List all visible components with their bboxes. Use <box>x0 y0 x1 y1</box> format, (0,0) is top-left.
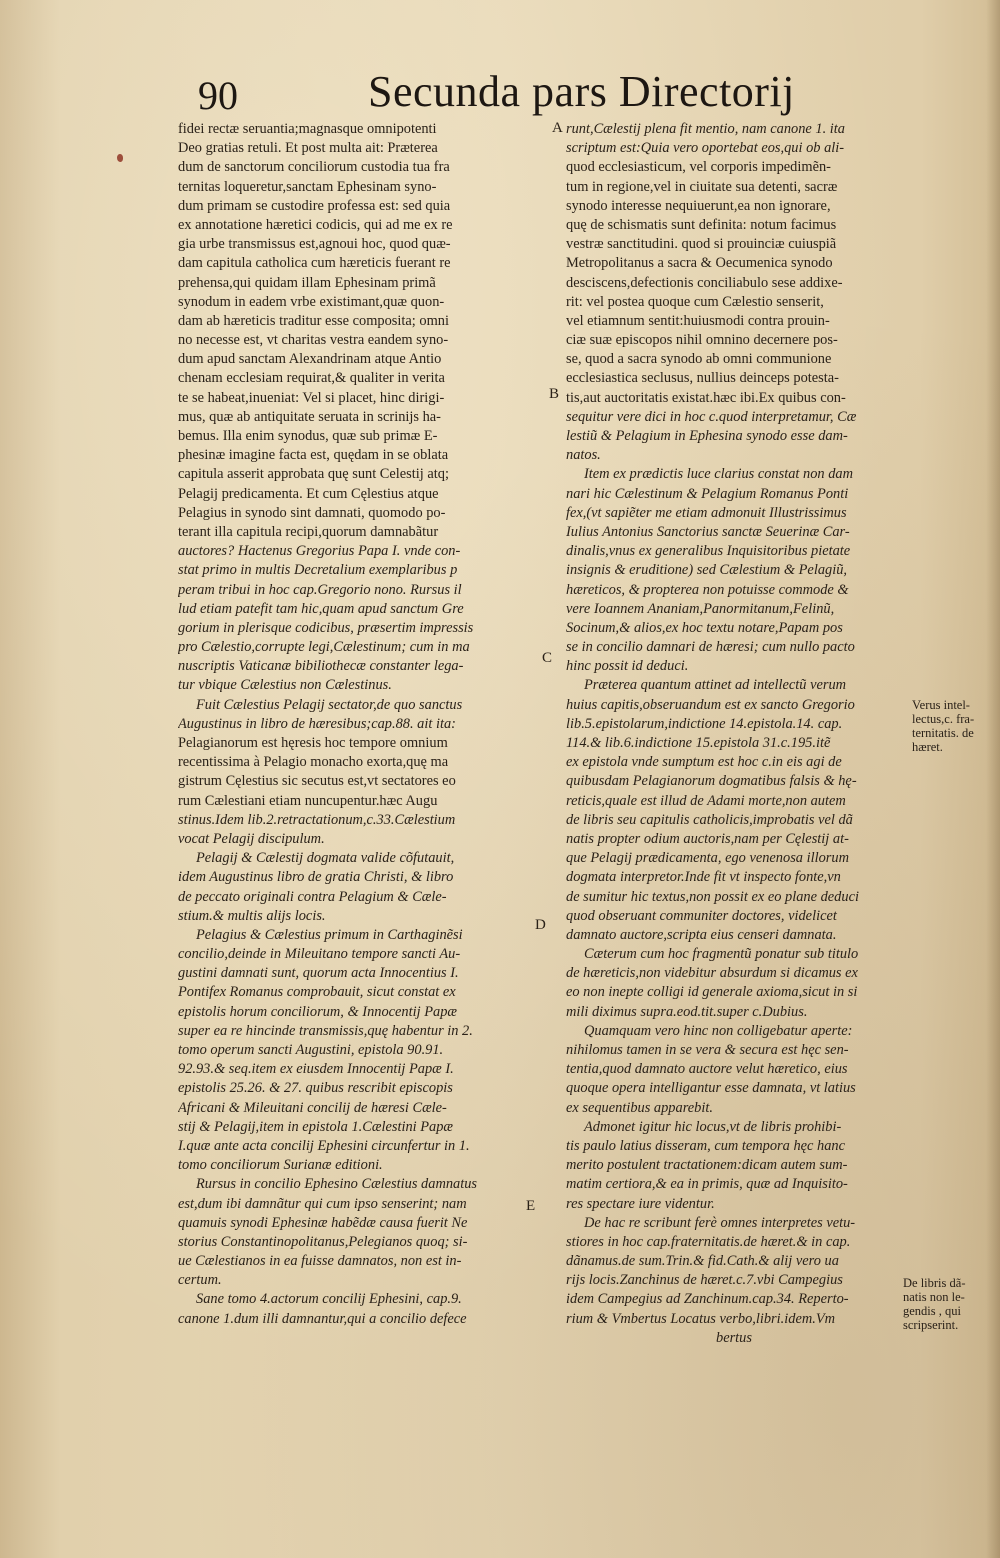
text-line: capitula asserit approbata quę sunt Celestij atq; <box>178 466 449 483</box>
text-line: Africani & Mileuitani concilij de hæresi Cæle- <box>178 1099 447 1116</box>
text-line: Fuit Cælestius Pelagij sectator,de quo sanctus <box>196 696 463 713</box>
text-line: nuscriptis Vaticanæ bibiliothecæ constanter lega- <box>178 658 464 675</box>
text-line: pro Cælestio,corrupte legi,Cælestinum; cum in ma <box>178 639 470 656</box>
marginal-note-verus-intellectus <box>912 698 974 754</box>
section-marker-e: E <box>526 1198 536 1214</box>
text-line: I.quæ ante acta concilij Ephesini circunfertur in 1. <box>178 1137 470 1154</box>
marginal-note-line: De libris dã- <box>903 1276 966 1290</box>
text-line: ternitas loqueretur,sanctam Ephesinam syno- <box>178 178 437 195</box>
text-line: sequitur vere dici in hoc c.quod interpretamur, Cæ <box>566 408 857 425</box>
text-line: est,dum ibi damnãtur qui cum ipso senserint; nam <box>178 1195 467 1212</box>
text-line: prehensa,qui quidam illam Ephesinam primã <box>178 274 436 291</box>
text-line: ecclesiastica seclusus, nullius deinceps potesta- <box>566 370 839 387</box>
text-line: mus, quæ ab antiquitate seruata in scrinijs ha- <box>178 408 441 425</box>
text-line: que Pelagij prædicamenta, ego venenosa illorum <box>566 850 849 867</box>
text-line: quibusdam Pelagianorum dogmatibus falsis & hę- <box>566 773 857 790</box>
text-line: lud etiam patefit tam hic,quam apud sanctum Gre <box>178 600 464 617</box>
text-line: super ea re hincinde transmissis,quę habentur in 2. <box>178 1022 473 1039</box>
text-line: de hæreticis,non videbitur absurdum si dicamus ex <box>566 965 858 982</box>
text-line: tentia,quod damnato auctore velut hæretico, eius <box>566 1061 848 1078</box>
text-line: dãnamus.de sum.Trin.& fid.Cath.& alij vero ua <box>566 1253 839 1270</box>
text-line: concilio,deinde in Mileuitano tempore sancti Au- <box>178 946 461 963</box>
marginal-note-line: natis non le- <box>903 1290 965 1304</box>
text-line: Pelagij & Cælestij dogmata valide cõfutauit, <box>196 850 455 867</box>
text-line: de libris seu capitulis catholicis,improbatis vel dã <box>566 811 853 828</box>
text-line: stij & Pelagij,item in epistola 1.Cælestini Papæ <box>178 1118 454 1135</box>
text-line: Item ex prædictis luce clarius constat non dam <box>584 466 853 483</box>
marginal-note-line: ternitatis. de <box>912 726 974 740</box>
text-line: nari hic Cælestinum & Pelagium Romanus Ponti <box>566 485 849 502</box>
text-line: De hac re scribunt ferè omnes interpretes vetu- <box>584 1214 856 1231</box>
text-line: terant illa capitula recipi,quorum damnabãtur <box>178 523 439 540</box>
text-line: chenam ecclesiam requirat,& qualiter in verita <box>178 370 445 387</box>
text-line: Metropolitanus a sacra & Oecumenica synodo <box>566 255 833 272</box>
text-line: quę de schismatis sunt definita: notum facimus <box>566 216 837 233</box>
text-line: ue Cælestianos in ea fuisse damnatos, non est in- <box>178 1253 462 1270</box>
text-line: stinus.Idem lib.2.retractationum,c.33.Cælestium <box>178 811 456 828</box>
right-text-column <box>566 120 902 1348</box>
text-line: natis propter odium auctoris,nam per Cęlestij at- <box>566 830 849 847</box>
text-line: ex sequentibus apparebit. <box>566 1099 713 1116</box>
text-line: dum primam se custodire professa est: sed quia <box>178 197 451 214</box>
text-line: lestiũ & Pelagium in Ephesina synodo esse dam- <box>566 428 848 444</box>
page-edge-shadow <box>986 0 1000 1558</box>
text-line: insignis & eruditione) sed Cælestium & Pelagiũ, <box>566 562 848 579</box>
text-line: dum apud sanctam Alexandrinam atque Antio <box>178 351 442 368</box>
text-line: idem Augustinus libro de gratia Christi, & libro <box>178 869 454 886</box>
text-line: vestræ sanctitudini. quod si prouinciæ cuiuspiã <box>566 236 837 253</box>
marginal-note-line: hæret. <box>912 740 943 754</box>
text-line: rium & Vmbertus Locatus verbo,libri.idem.Vm <box>566 1310 836 1327</box>
text-line: rit: vel postea quoque cum Cælestio senserit, <box>566 293 824 310</box>
text-line: tis paulo latius disseram, cum tempora hęc hanc <box>566 1137 845 1154</box>
page-header <box>0 66 1000 124</box>
text-line: quamuis synodi Ephesinæ habẽdæ causa fuerit Ne <box>178 1214 468 1231</box>
text-line: no necesse est, vt charitas vestra eandem syno- <box>178 332 449 349</box>
text-line: runt,Cælestij plena fit mentio, nam canone 1. ita <box>566 121 846 137</box>
text-line: Admonet igitur hic locus,vt de libris prohibi- <box>584 1118 842 1135</box>
text-line: tomo operum sancti Augustini, epistola 90.91. <box>178 1042 444 1058</box>
ink-stain <box>117 154 123 162</box>
text-line: storius Constantinopolitanus,Pelegianos quoq; si- <box>178 1233 468 1250</box>
text-line: peram tribui in hoc cap.Gregorio nono. Rursus il <box>178 581 462 598</box>
text-line: ex annotatione hæretici codicis, qui ad me ex re <box>178 216 453 233</box>
marginal-note-line: scripserint. <box>903 1318 959 1332</box>
marginal-note-line: gendis , qui <box>903 1304 961 1318</box>
section-marker-c: C <box>542 650 553 666</box>
text-line: desciscens,defectionis conciliabulo sese addixe- <box>566 274 843 291</box>
text-line: gustini damnati sunt, quorum acta Innocentius I. <box>178 965 459 982</box>
text-line: gorium in plerisque codicibus, præsertim impressis <box>178 619 474 636</box>
text-line: Pelagius in synodo sint damnati, quomodo po- <box>178 504 446 521</box>
text-line: dogmata interpretor.Inde fit vt inspecto fonte,vn <box>566 869 841 886</box>
text-line: phesinæ imagine facta est, quędam in se oblata <box>178 447 449 464</box>
text-line: dum de sanctorum conciliorum custodia tua fra <box>178 159 450 176</box>
text-line: dam capitula catholica cum hæreticis fuerant re <box>178 255 451 272</box>
text-line: nihilomus tamen in se vera & secura est hęc sen- <box>566 1042 849 1058</box>
text-line: se in concilio damnari de hæresi; cum nullo pacto <box>566 639 855 656</box>
text-line: quod obseruant communiter doctores, videlicet <box>566 907 837 924</box>
text-line: Cæterum cum hoc fragmentũ ponatur sub titulo <box>584 946 859 963</box>
text-line: Augustinus in libro de hæresibus;cap.88. ait ita: <box>178 715 456 732</box>
text-line: Sane tomo 4.actorum concilij Ephesini, cap.9. <box>196 1291 462 1308</box>
text-line: bemus. Illa enim synodus, quæ sub primæ E- <box>178 428 438 444</box>
running-title: Secunda pars Directorij <box>368 67 795 116</box>
text-line: Deo gratias retuli. Et post multa ait: Præterea <box>178 140 438 157</box>
text-line: Præterea quantum attinet ad intellectũ verum <box>584 677 847 694</box>
text-line: Rursus in concilio Ephesino Cælestius damnatus <box>196 1176 478 1193</box>
text-line: epistolis horum conciliorum, & Innocentij Papæ <box>178 1003 457 1020</box>
text-line: tis,aut auctoritatis existat.hæc ibi.Ex quibus con- <box>566 389 846 406</box>
text-line: vel etiamnum sentit:huiusmodi contra prouin- <box>566 312 830 329</box>
text-line: merito postulent tractationem:dicam autem sum- <box>566 1157 848 1174</box>
text-line: synodum in eadem vrbe existimant,quæ quon- <box>178 293 445 310</box>
text-line: rijs locis.Zanchinus de hæret.c.7.vbi Campegius <box>566 1272 843 1289</box>
text-line: Pelagianorum est hęresis hoc tempore omnium <box>178 735 448 751</box>
text-line: Iulius Antonius Sanctorius sanctæ Seuerinæ Car- <box>566 523 850 540</box>
text-line: tomo conciliorum Surianæ editioni. <box>178 1157 383 1174</box>
text-line: de sumitur hic textus,non possit ex eo plane deduci <box>566 888 859 905</box>
text-line: ciæ suæ episcopos nihil omnino decernere pos- <box>566 332 838 349</box>
text-line: quod ecclesiasticum, vel corporis impedimẽn- <box>566 159 831 176</box>
section-marker-d: D <box>535 917 546 933</box>
text-line: ex epistola vnde sumptum est hoc c.in eis agi de <box>566 754 842 771</box>
section-marker-a: A <box>552 120 563 136</box>
text-line: se, quod a sacra synodo ab omni communione <box>566 351 832 368</box>
text-line: tur vbique Cælestius non Cælestinus. <box>178 677 392 694</box>
text-line: 114.& lib.6.indictione 15.epistola 31.c.195.itẽ <box>566 735 831 751</box>
left-text-column <box>178 120 546 1329</box>
text-line: canone 1.dum illi damnantur,qui a concilio defece <box>178 1310 467 1327</box>
section-marker-b: B <box>549 386 560 402</box>
text-line: lib.5.epistolarum,indictione 14.epistola.14. cap. <box>566 715 843 732</box>
text-line: recentissima à Pelagio monacho exorta,quę ma <box>178 754 449 771</box>
text-line: synodo interesse nequiuerunt,ea non ignorare, <box>566 197 831 214</box>
text-line: auctores? Hactenus Gregorius Papa I. vnde con- <box>178 543 461 560</box>
text-line: quoque opera intelligantur esse damnata, vt latius <box>566 1080 856 1097</box>
text-line: 92.93.& seq.item ex eiusdem Innocentij Papæ I. <box>178 1061 454 1078</box>
text-line: certum. <box>178 1272 222 1289</box>
text-line: damnato auctore,scripta eius censeri damnata. <box>566 926 837 943</box>
marginal-note-de-libris <box>903 1276 965 1332</box>
text-line: stat primo in multis Decretalium exemplaribus p <box>178 562 458 579</box>
text-line: huius capitis,obseruandum est ex sancto Gregorio <box>566 696 855 713</box>
text-line: dinalis,vnus ex generalibus Inquisitoribus pietate <box>566 543 851 560</box>
text-line: Socinum,& alios,ex hoc textu notare,Papam pos <box>566 619 843 636</box>
text-line: vocat Pelagij discipulum. <box>178 830 325 847</box>
text-line: scriptum est:Quia vero oportebat eos,qui ob ali- <box>566 140 845 157</box>
text-line: matim certiora,& ea in primis, quæ ad Inquisito- <box>566 1176 848 1193</box>
text-line: fex,(vt sapiẽter me etiam admonuit Illustrissimus <box>566 504 847 521</box>
text-line: Pelagius & Cælestius primum in Carthaginẽsi <box>196 926 463 943</box>
text-line: te se habeat,inueniat: Vel si placet, hinc dirigi- <box>178 389 445 406</box>
text-line: rum Cælestiani etiam nuncupentur.hæc Augu <box>178 792 438 809</box>
text-line: bertus <box>716 1329 752 1346</box>
text-line: de peccato originali contra Pelagium & Cæle- <box>178 888 447 905</box>
text-line: eo non inepte colligi id generale axioma,sicut in si <box>566 984 858 1001</box>
text-line: hinc possit id deduci. <box>566 658 689 675</box>
text-line: gia urbe transmissus est,agnoui hoc, quod quæ- <box>178 236 451 253</box>
page-number: 90 <box>198 73 238 118</box>
text-line: Pelagij predicamenta. Et cum Cęlestius atque <box>178 485 439 502</box>
text-line: epistolis 25.26. & 27. quibus rescribit episcopis <box>178 1080 453 1097</box>
text-line: hæreticos, & propterea non potuisse commode & <box>566 581 849 598</box>
text-line: idem Campegius ad Zanchinum.cap.34. Reperto- <box>566 1291 849 1308</box>
text-line: natos. <box>566 447 601 464</box>
text-line: dam ab hæreticis traditur esse composita; omni <box>178 312 449 329</box>
text-line: Quamquam vero hinc non colligebatur aperte: <box>584 1022 853 1039</box>
text-line: stiores in hoc cap.fraternitatis.de hæret.& in cap. <box>566 1233 851 1250</box>
text-line: tum in regione,vel in ciuitate sua detenti, sacræ <box>566 178 838 195</box>
text-line: res spectare iure videntur. <box>566 1195 715 1212</box>
text-line: reticis,quale est illud de Adami morte,non autem <box>566 792 846 809</box>
marginal-note-line: Verus intel- <box>912 698 970 712</box>
text-line: stium.& multis alijs locis. <box>178 907 326 924</box>
text-line: mili diximus supra.eod.tit.super c.Dubius. <box>566 1003 808 1020</box>
marginal-note-line: lectus,c. fra- <box>912 712 975 726</box>
text-line: gistrum Cęlestius sic secutus est,vt sectatores eo <box>178 773 456 790</box>
text-line: fidei rectæ seruantia;magnasque omnipotenti <box>178 121 437 137</box>
text-line: vere Ioannem Ananiam,Panormitanum,Felinũ, <box>566 600 835 617</box>
text-line: Pontifex Romanus comprobauit, sicut constat ex <box>178 984 456 1001</box>
